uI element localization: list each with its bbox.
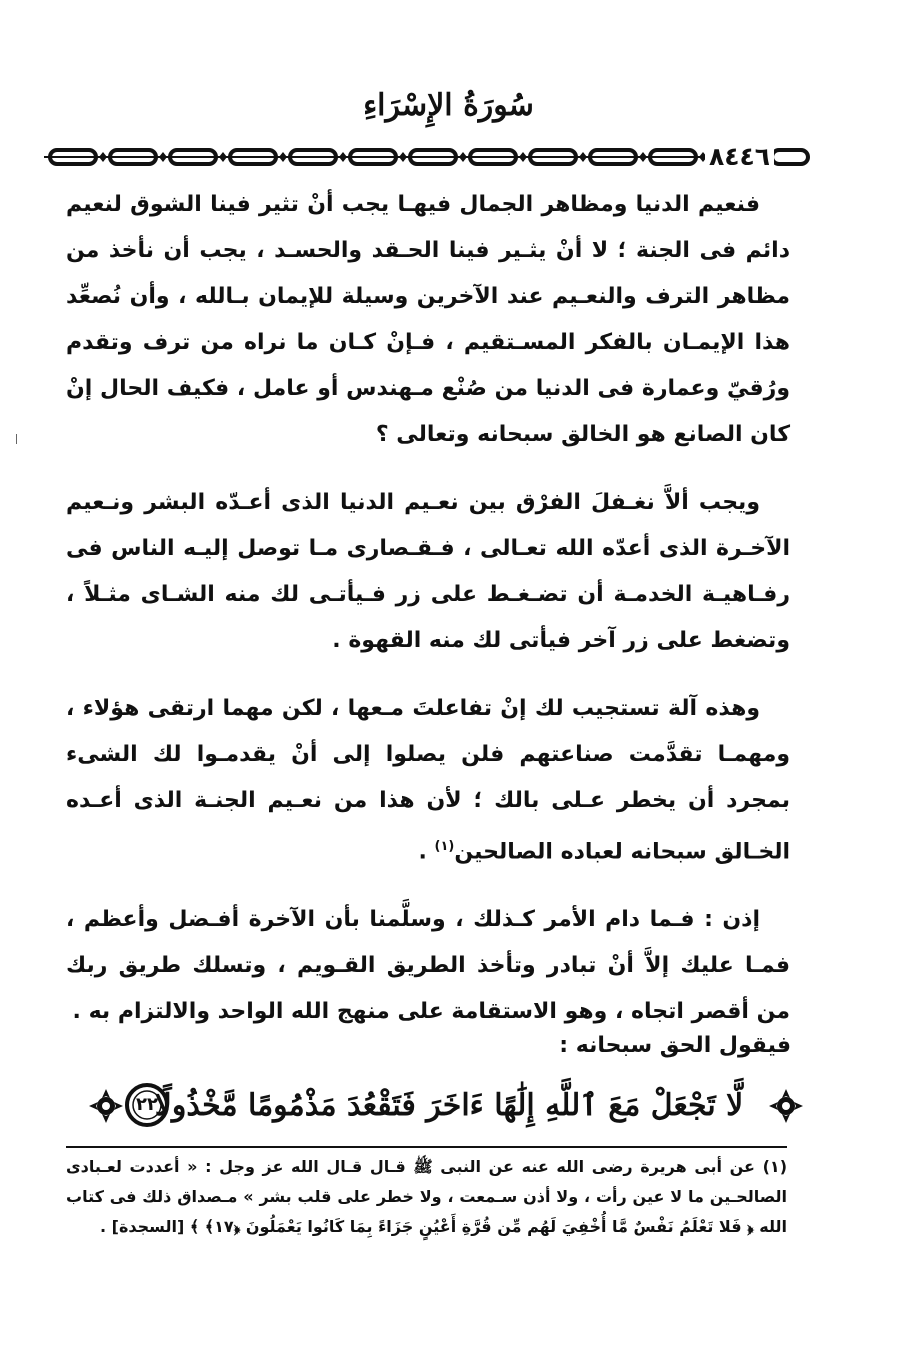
footnote: (١) عن أبى هريرة رضى الله عنه عن النبى ﷺ قـال قـال الله عز وجل : « أعددت لعـبادى الصالحـين ما لا عين رأت ، ولا أذن سـمعت ، ولا خطر على قلب بشر » مـصداق ذلك فى كتاب الله ﴿ فَلا تَعْلَمُ نَفْسٌ مَّا أُخْفِيَ لَهُم مِّن قُرَّةِ أَعْيُنٍ جَزَاءً بِمَا كَانُوا يَعْمَلُونَ ﴿١٧﴾ ﴾ [السجدة] . — [66, 1157, 787, 1236]
body-text — [66, 182, 790, 1035]
footnote-reference: (١) — [434, 839, 455, 854]
surah-title: سُورَةُ الإِسْرَاءِ — [363, 88, 534, 123]
verse-number: ٢٢ — [136, 1094, 158, 1115]
paragraph-2: ويجب ألاَّ نغـفلَ الفرْق بين نعـيم الدنيا الذى أعـدّه البشر ونـعيم الآخـرة الذى أعدّه الله تعـالى ، فـقـصارى مـا توصل إليـه الناس فى رفـاهيـة الخدمـة أن تضـغـط على زر فـيأتـى لك منه الشـاى مثـلاً ، وتضغط على زر آخر فيأتى لك منه القهوة . — [66, 490, 790, 653]
paragraph-3-end: . — [418, 839, 435, 865]
verse-intro: فيقول الحق سبحانه : — [559, 1033, 791, 1058]
paragraph-3 — [66, 686, 790, 875]
verse-start-ornament-icon — [766, 1086, 806, 1126]
verse-number-marker — [124, 1082, 170, 1128]
paragraph-3-text: وهذه آلة تستجيب لك إنْ تفاعلتَ مـعها ، لكن مهما ارتقى هؤلاء ، ومهمـا تقدَّمت صناعتهم فلن يصلوا إلى أنْ يقدمـوا لك الشىء بمجرد أن يخطر عـلى بالك ؛ لأن هذا من نعـيم الجنـة الذى أعـده الخـالق سبحانه لعباده الصالحين — [66, 696, 790, 865]
chain-ornament-icon — [44, 140, 814, 174]
verse-end-ornament-icon — [86, 1086, 126, 1126]
page-number: ٨٤٤٦ — [705, 140, 774, 174]
footnote-separator — [66, 1146, 787, 1148]
header-ornament-border — [44, 140, 814, 174]
quran-verse — [86, 1074, 816, 1138]
paragraph-4: إذن : فـما دام الأمر كـذلك ، وسلَّمنا بأن الآخرة أفـضل وأعظم ، فمـا عليك إلاَّ أنْ تبادر وتأخذ الطريق القـويم ، وتسلك طريق ربك من أقصر اتجاه ، وهو الاستقامة على منهج الله الواحد والالتزام به . — [66, 907, 790, 1025]
paragraph-1: فنعيم الدنيا ومظاهر الجمال فيهـا يجب أنْ تثير فينا الشوق لنعيم دائم فى الجنة ؛ لا أنْ يثـير فينا الحـقد والحسـد ، يجب أن نأخذ من مظاهر الترف والنعـيم عند الآخرين وسيلة للإيمان بـالله ، وأن نُصعِّد هذا الإيمـان بالفكر المسـتقيم ، فـإنْ كـان ما نراه من ترف وتقدم ورُقيّ وعمارة فى الدنيا من صُنْع مـهندس أو عامل ، فكيف الحال إنْ كان الصانع هو الخالق سبحانه وتعالى ؟ — [66, 192, 790, 447]
verse-text: لَّا تَجْعَلْ مَعَ ٱللَّهِ إِلَٰهًا ءَاخَرَ فَتَقْعُدَ مَذْمُومًا مَّخْذُولًا — [154, 1088, 744, 1123]
margin-mark — [16, 434, 17, 444]
